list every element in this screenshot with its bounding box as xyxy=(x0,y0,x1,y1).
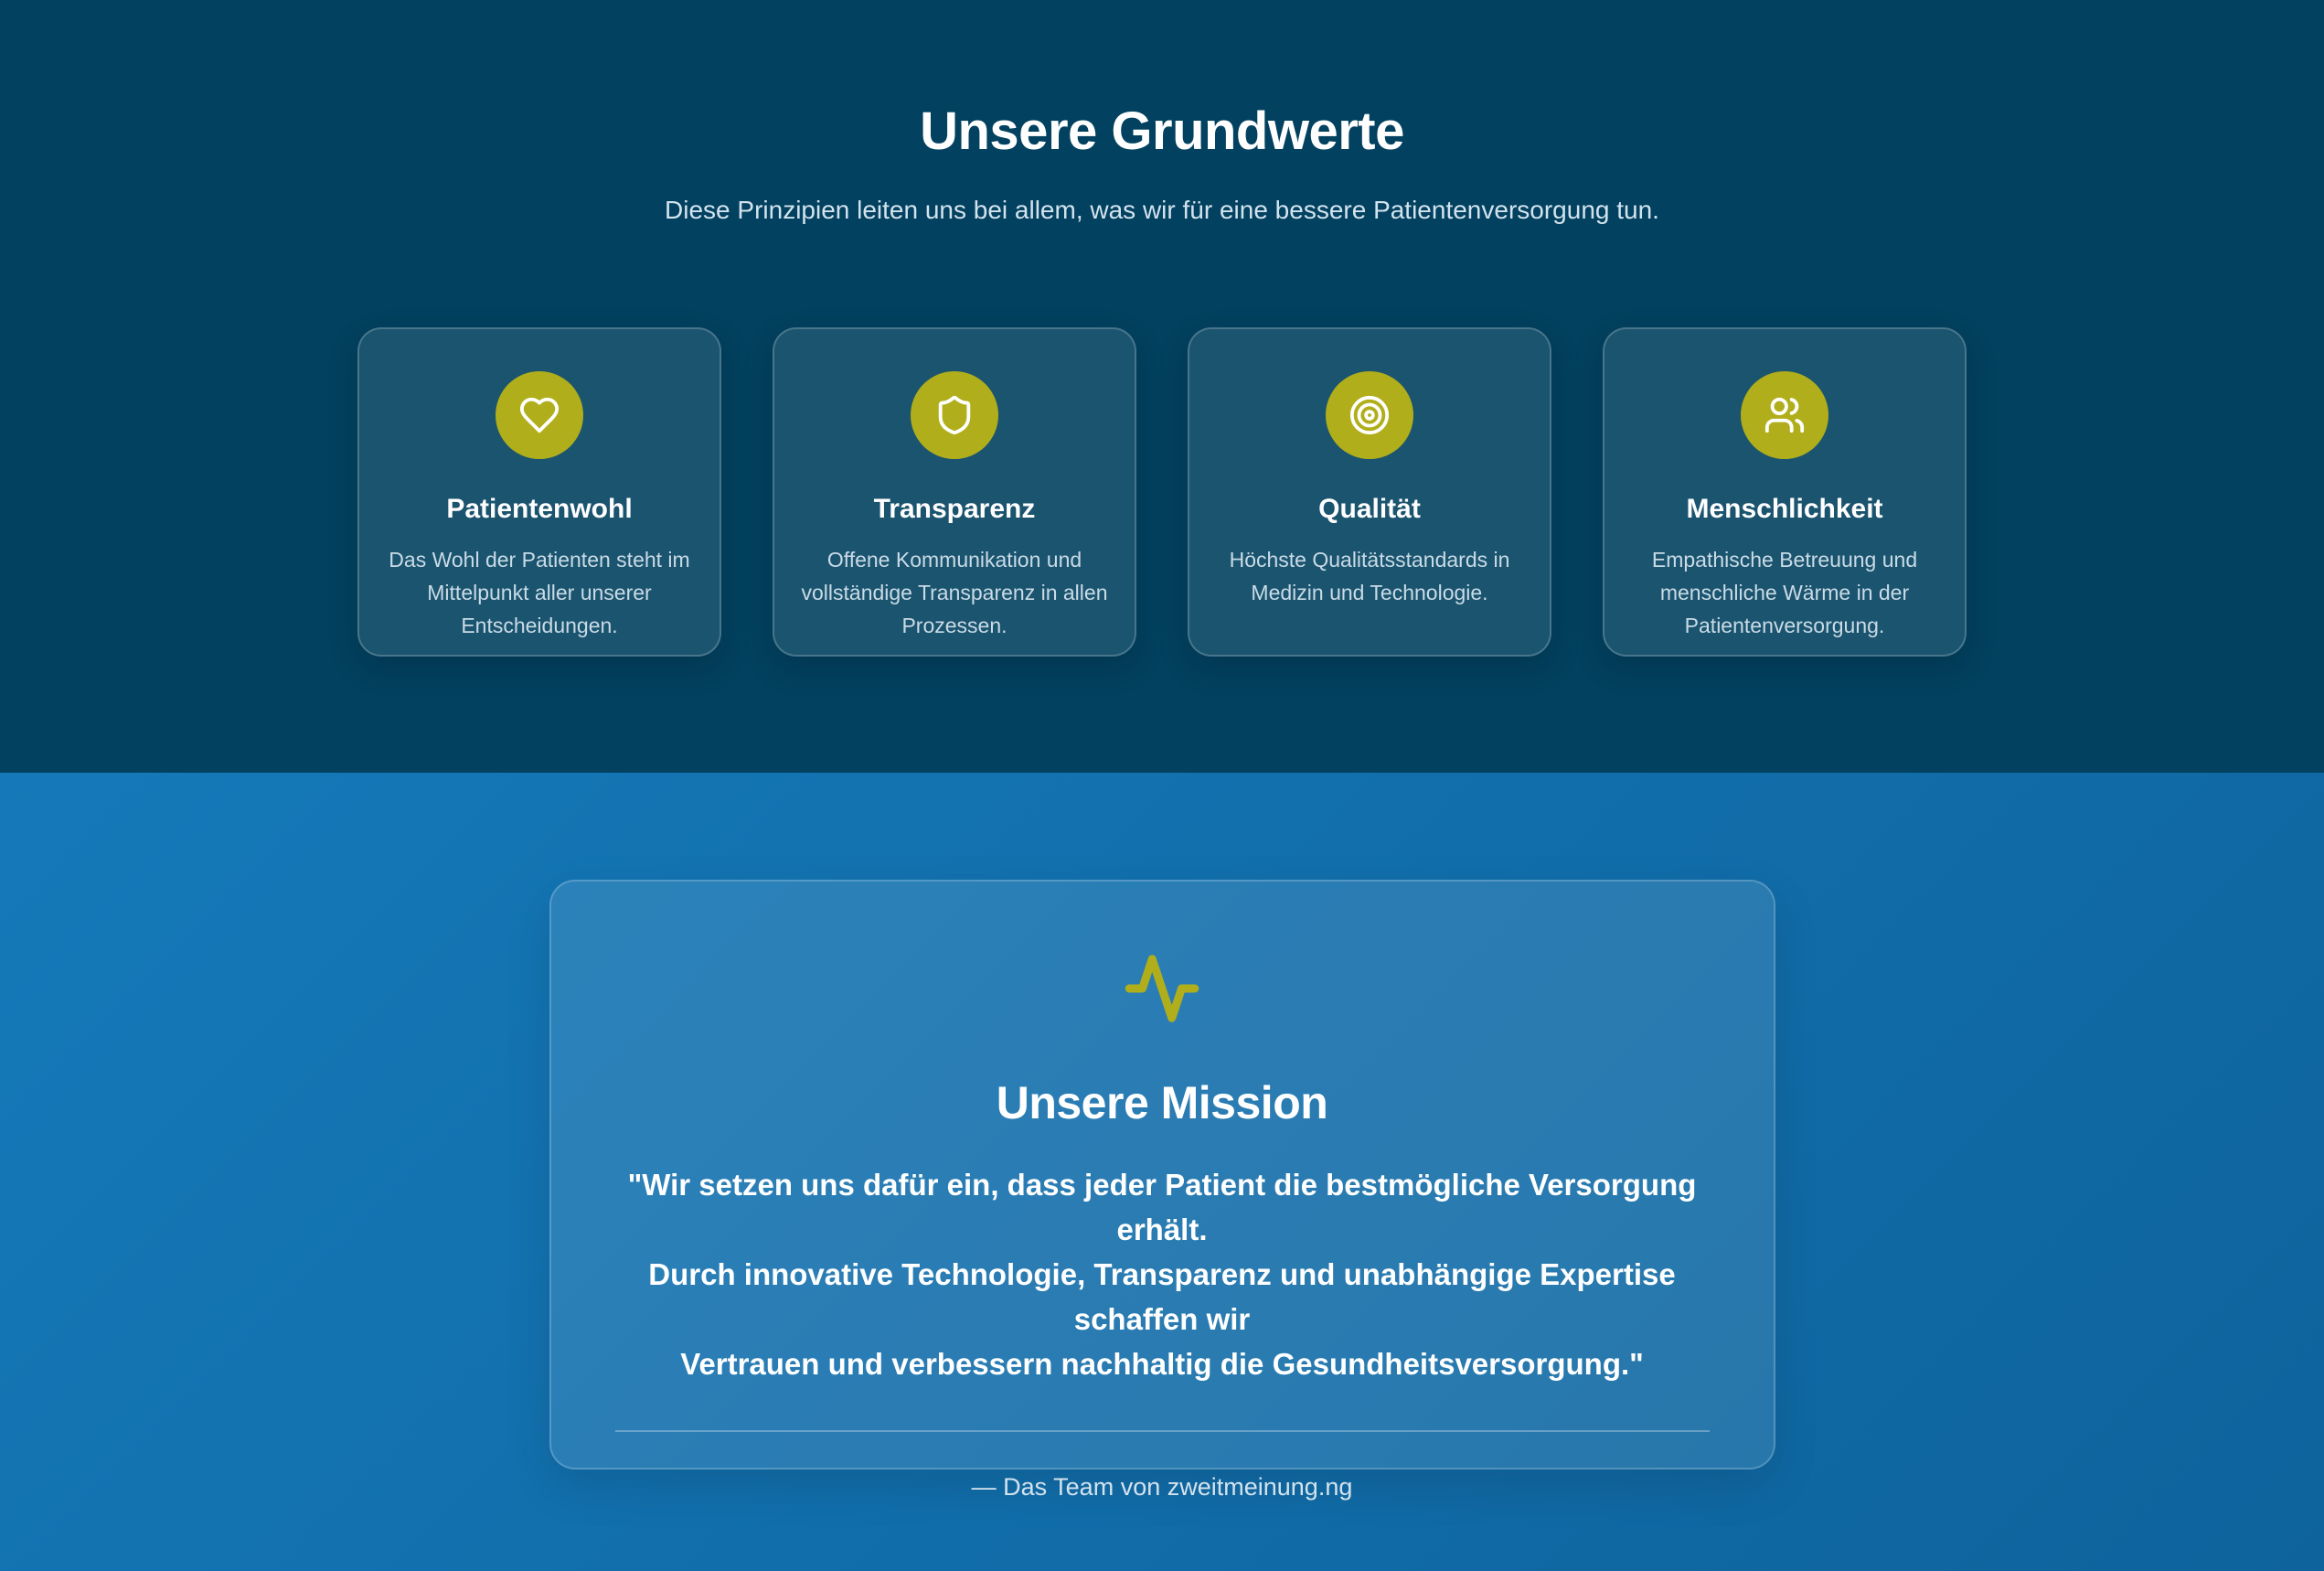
divider xyxy=(615,1430,1710,1432)
value-card xyxy=(773,327,1136,657)
mission-quote-line: "Wir setzen uns dafür ein, dass jeder Patient die bestmögliche Versorgung erhält. xyxy=(627,1168,1697,1246)
value-card-description: Höchste Qualitätsstandards in Medizin und Technologie. xyxy=(1229,548,1510,604)
value-cards-row xyxy=(0,327,2324,657)
value-card-title: Menschlichkeit xyxy=(1686,494,1883,524)
value-card xyxy=(1188,327,1551,657)
icon-circle xyxy=(911,371,998,459)
mission-section xyxy=(0,773,2324,1571)
mission-quote-line: Durch innovative Technologie, Transparenz und unabhängige Expertise schaffen wir xyxy=(648,1257,1676,1336)
icon-circle xyxy=(1741,371,1828,459)
shield-icon xyxy=(933,394,975,436)
mission-card xyxy=(549,880,1775,1501)
section-title: Unsere Grundwerte xyxy=(920,102,1404,161)
icon-circle xyxy=(496,371,583,459)
value-card-title: Patientenwohl xyxy=(446,494,633,524)
icon-circle xyxy=(1326,371,1413,459)
target-icon xyxy=(1349,394,1391,436)
activity-icon xyxy=(1123,949,1201,1028)
section-subtitle: Diese Prinzipien leiten uns bei allem, was wir für eine bessere Patientenversorgung tun. xyxy=(665,196,1659,224)
mission-attribution: — Das Team von zweitmeinung.ng xyxy=(971,1473,1353,1501)
value-card xyxy=(357,327,721,657)
value-card-title: Qualität xyxy=(1318,494,1421,524)
heart-icon xyxy=(518,394,560,436)
mission-title: Unsere Mission xyxy=(996,1077,1328,1128)
value-card-description: Das Wohl der Patienten steht im Mittelpunkt aller unserer Entscheidungen. xyxy=(389,548,690,637)
value-card-description: Offene Kommunikation und vollständige Transparenz in allen Prozessen. xyxy=(801,548,1108,637)
core-values-section xyxy=(0,0,2324,773)
users-icon xyxy=(1764,394,1806,436)
mission-quote xyxy=(615,1162,1710,1386)
mission-quote-line: Vertrauen und verbessern nachhaltig die Gesundheitsversorgung." xyxy=(680,1347,1644,1381)
value-card-title: Transparenz xyxy=(873,494,1036,524)
value-card-description: Empathische Betreuung und menschliche Wärme in der Patientenversorgung. xyxy=(1651,548,1918,637)
value-card xyxy=(1603,327,1967,657)
